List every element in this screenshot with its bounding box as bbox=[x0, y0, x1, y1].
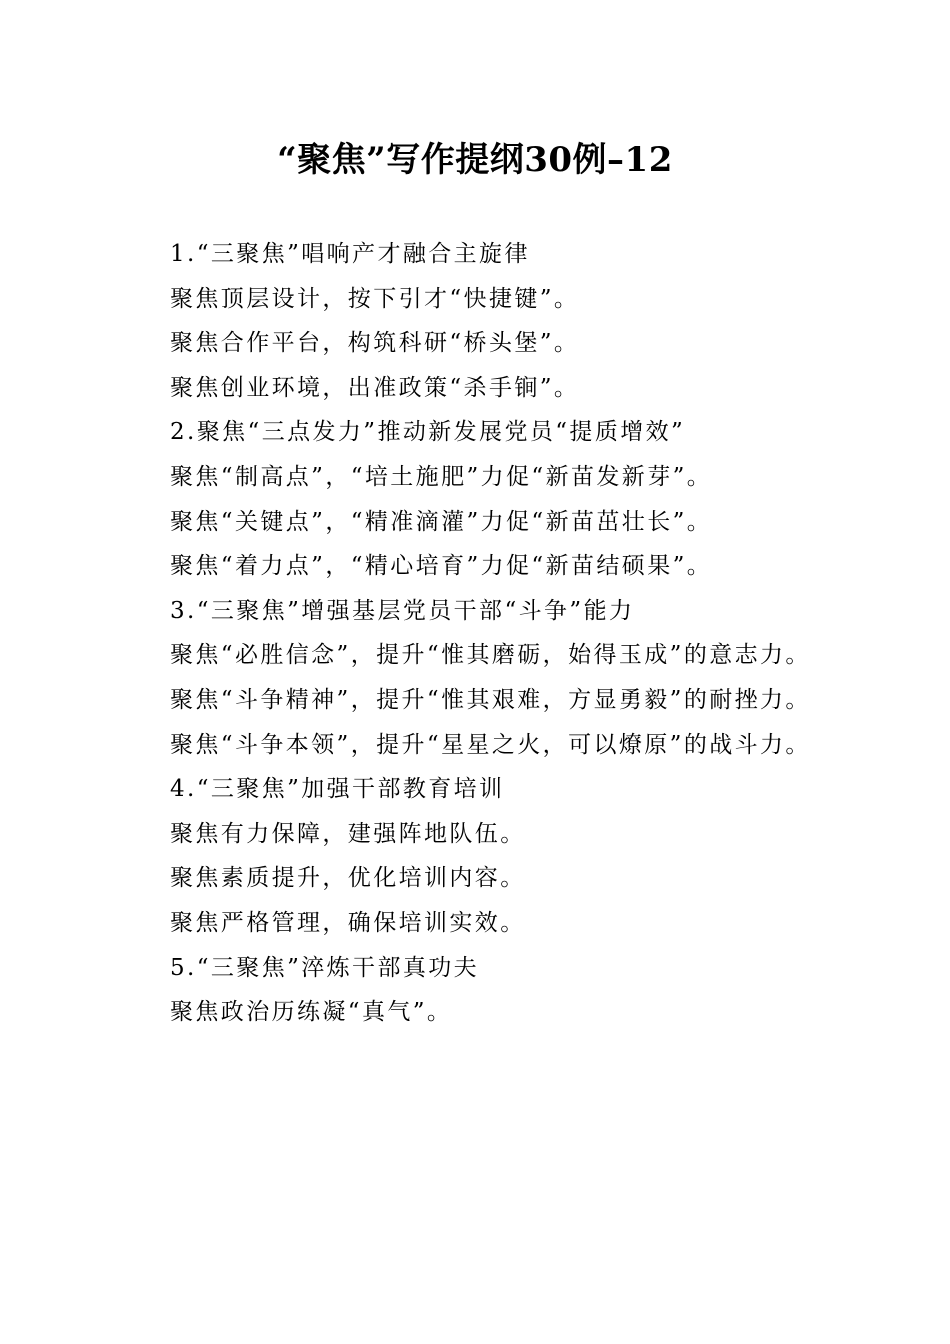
heading-1: 1.“三聚焦”唱响产才融合主旋律 bbox=[170, 241, 530, 267]
paragraph: 聚焦有力保障，建强阵地队伍。 bbox=[170, 820, 526, 847]
heading-5: 5.“三聚焦”淬炼干部真功夫 bbox=[170, 954, 480, 981]
paragraph: 聚焦“必胜信念”，提升“惟其磨砺，始得玉成”的意志力。 bbox=[170, 642, 811, 669]
paragraph: 聚焦“关键点”，“精准滴灌”力促“新苗茁壮长”。 bbox=[170, 508, 713, 535]
document-body bbox=[120, 232, 824, 1035]
paragraph: 聚焦素质提升，优化培训内容。 bbox=[170, 865, 526, 892]
paragraph: 聚焦政治历练凝“真气”。 bbox=[170, 999, 453, 1026]
heading-2: 2.聚焦“三点发力”推动新发展党员“提质增效” bbox=[170, 419, 686, 446]
paragraph: 聚焦“制高点”，“培土施肥”力促“新苗发新芽”。 bbox=[170, 463, 713, 490]
paragraph: 聚焦创业环境，出准政策“杀手锏”。 bbox=[170, 374, 580, 401]
heading-3: 3.“三聚焦”增强基层党员干部“斗争”能力 bbox=[170, 597, 635, 624]
document-title: “聚焦”写作提纲30例–12 bbox=[277, 140, 673, 180]
paragraph: 聚焦“斗争精神”，提升“惟其艰难，方显勇毅”的耐挫力。 bbox=[170, 686, 811, 713]
paragraph: 聚焦严格管理，确保培训实效。 bbox=[170, 909, 526, 936]
paragraph: 聚焦合作平台，构筑科研“桥头堡”。 bbox=[170, 330, 580, 357]
heading-4: 4.“三聚焦”加强干部教育培训 bbox=[170, 776, 505, 803]
paragraph: 聚焦顶层设计，按下引才“快捷键”。 bbox=[170, 285, 580, 312]
paragraph: 聚焦“斗争本领”，提升“星星之火，可以燎原”的战斗力。 bbox=[170, 731, 811, 758]
paragraph: 聚焦“着力点”，“精心培育”力促“新苗结硕果”。 bbox=[170, 553, 713, 580]
